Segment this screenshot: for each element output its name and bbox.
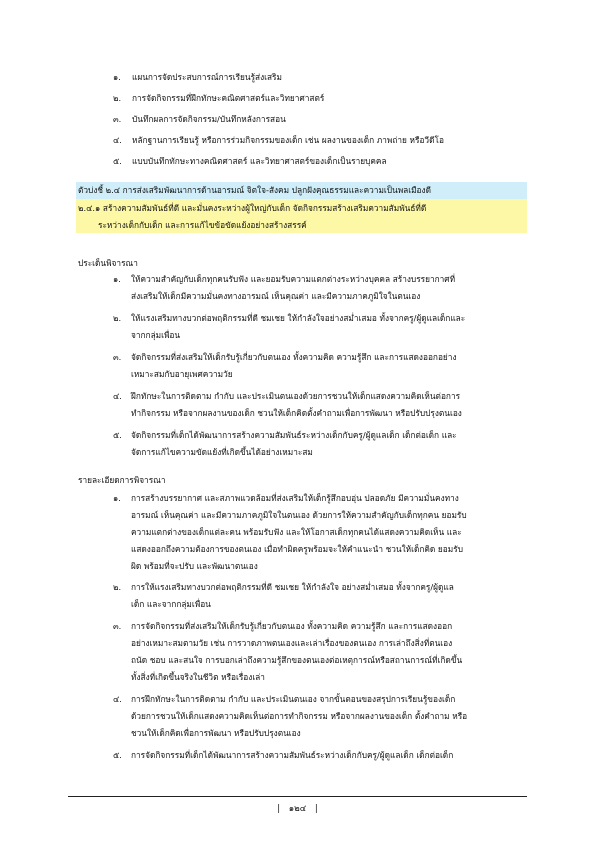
list-item — [0, 691, 595, 742]
evidence-list — [0, 69, 595, 169]
list-item — [0, 153, 595, 169]
list-item — [0, 490, 595, 575]
page-number: ๑๒๔ — [288, 804, 307, 814]
list-number: ๒. — [113, 313, 122, 323]
list-text-line: ด้วยการชวนให้เด็กแสดงความคิดเห็นต่อการทำกิจกรรม หรือจากผลงานของเด็ก ตั้งคำถาม หรือ — [131, 711, 468, 721]
list-text-line: ส่งเสริมให้เด็กมีความมั่นคงทางอารมณ์ เห็นคุณค่า และมีความภาคภูมิใจในตนเอง — [131, 291, 421, 301]
list-item — [0, 132, 595, 148]
list-number: ๒. — [113, 93, 122, 103]
list-text-line: จัดกิจกรรมที่เด็กได้พัฒนาการสร้างความสัมพันธ์ระหว่างเด็กกับครู/ผู้ดูแลเด็ก เด็กต่อเด็ก และ — [131, 430, 457, 440]
list-number: ๔. — [113, 694, 122, 704]
list-item — [0, 69, 595, 85]
issues-heading: ประเด็นพิจารณา — [78, 258, 138, 268]
list-text-line: การให้แรงเสริมทางบวกต่อพฤติกรรมที่ดี ชมเชย ให้กำลังใจ อย่างสม่ำเสมอ ทั้งจากครู/ผู้ดูแล — [131, 582, 454, 592]
issues-list — [0, 271, 595, 461]
list-number: ๔. — [113, 135, 122, 145]
list-item — [0, 111, 595, 127]
list-text-line: จัดการแก้ไขความขัดแย้งที่เกิดขึ้นได้อย่างเหมาะสม — [131, 447, 313, 457]
list-text-line: ความแตกต่างของเด็กแต่ละคน พร้อมรับฟัง และให้โอกาสเด็กทุกคนได้แสดงความคิดเห็น และ — [131, 527, 462, 537]
list-item — [0, 427, 595, 461]
list-item — [0, 349, 595, 383]
list-text-line: อย่างเหมาะสมตามวัย เช่น การวาดภาพตนเองและเล่าเรื่องของตนเอง การเล่าถึงสิ่งที่ตนเอง — [131, 638, 453, 648]
list-text-line: ผิด พร้อมที่จะปรับ และพัฒนาตนเอง — [131, 561, 258, 571]
sub-indicator-line-2: ระหว่างเด็กกับเด็ก และการแก้ไขข้อขัดแย้งอย่างสร้างสรรค์ — [98, 220, 307, 230]
list-text-line: ให้ความสำคัญกับเด็กทุกคนรับฟัง และยอมรับความแตกต่างระหว่างบุคคล สร้างบรรยากาศที่ — [131, 274, 456, 284]
details-list — [0, 490, 595, 764]
list-item — [0, 747, 595, 764]
details-heading: รายละเอียดการพิจารณา — [78, 475, 166, 485]
list-text-line: ถนัด ชอบ และสนใจ การบอกเล่าถึงความรู้สึกของตนเองต่อเหตุการณ์หรือสถานการณ์ที่เกิดขึ้น — [131, 655, 463, 665]
list-text-line: เด็ก และจากกลุ่มเพื่อน — [131, 599, 211, 609]
list-text-line: ให้แรงเสริมทางบวกต่อพฤติกรรมที่ดี ชมเชย ให้กำลังใจอย่างสม่ำเสมอ ทั้งจากครู/ผู้ดูแลเด็กและ — [131, 313, 466, 323]
sub-indicator-line-1: ๒.๔.๑ สร้างความสัมพันธ์ที่ดี และมั่นคงระหว่างผู้ใหญ่กับเด็ก จัดกิจกรรมสร้างเสริมความสัมพันธ์ที่ดี — [78, 203, 427, 213]
list-number: ๒. — [113, 582, 122, 592]
list-text-line: จากกลุ่มเพื่อน — [131, 330, 181, 340]
list-number: ๔. — [113, 391, 122, 401]
list-number: ๕. — [113, 750, 122, 760]
list-text-line: เหมาะสมกับอายุเพศความวัย — [131, 369, 233, 379]
page-number-bracket-left: | — [277, 804, 281, 814]
list-text-line: จัดกิจกรรมที่ส่งเสริมให้เด็กรับรู้เกี่ยวกับตนเอง ทั้งความคิด ความรู้สึก และการแสดงออกอย่าง — [131, 352, 457, 362]
list-text-line: แสดงออกถึงความต้องการของตนเอง เมื่อทำผิดครูพร้อมจะให้คำแนะนำ ชวนให้เด็กคิด ยอมรับ — [131, 544, 463, 554]
list-text-line: ฝึกทักษะในการติดตาม กำกับ และประเมินตนเองด้วยการชวนให้เด็กแสดงความคิดเห็นต่อการ — [131, 391, 461, 401]
list-number: ๓. — [113, 621, 122, 631]
list-text-line: การจัดกิจกรรมที่เด็กได้พัฒนาการสร้างความสัมพันธ์ระหว่างเด็กกับครู/ผู้ดูแลเด็ก เด็กต่อเด็ก — [131, 750, 454, 760]
list-number: ๓. — [113, 352, 122, 362]
page-footer — [0, 802, 595, 816]
list-item — [0, 579, 595, 613]
list-text: การจัดกิจกรรมที่ฝึกทักษะคณิตศาสตร์และวิทยาศาสตร์ — [132, 93, 325, 103]
list-text-line: อารมณ์ เห็นคุณค่า และมีความภาคภูมิใจในตนเอง ด้วยการให้ความสำคัญกับเด็กทุกคน ยอมรับ — [131, 510, 467, 520]
list-text: แบบบันทึกทักษะทางคณิตศาสตร์ และวิทยาศาสตร์ของเด็กเป็นรายบุคคล — [132, 156, 387, 166]
footer-divider — [68, 796, 527, 797]
list-text-line: ทำกิจกรรม หรือจากผลงานของเด็ก ชวนให้เด็กคิดตั้งคำถามเพื่อการพัฒนา หรือปรับปรุงตนเอง — [131, 408, 462, 418]
list-text-line: การสร้างบรรยากาศ และสภาพแวดล้อมที่ส่งเสริมให้เด็กรู้สึกอบอุ่น ปลอดภัย มีความมั่นคงทาง — [131, 493, 459, 503]
list-number: ๑. — [113, 274, 121, 284]
list-number: ๕. — [113, 156, 122, 166]
list-text: หลักฐานการเรียนรู้ หรือการร่วมกิจกรรมของเด็ก เช่น ผลงานของเด็ก ภาพถ่าย หรือวีดีโอ — [132, 135, 444, 145]
list-number: ๕. — [113, 430, 122, 440]
page-number-bracket-right: | — [314, 804, 318, 814]
list-text-line: การฝึกทักษะในการติดตาม กำกับ และประเมินตนเอง จากขั้นตอนของสรุปการเรียนรู้ของเด็ก — [131, 694, 456, 704]
list-number: ๑. — [113, 493, 121, 503]
list-text: แผนการจัดประสบการณ์การเรียนรู้ส่งเสริม — [132, 72, 282, 82]
list-item — [0, 388, 595, 422]
indicator-title: ตัวบ่งชี้ ๒.๔ การส่งเสริมพัฒนาการด้านอารมณ์ จิตใจ-สังคม ปลูกฝังคุณธรรมและความเป็นพลเมืองดี — [78, 185, 431, 195]
list-number: ๑. — [113, 72, 121, 82]
list-item — [0, 310, 595, 344]
list-item — [0, 271, 595, 305]
list-item — [0, 90, 595, 106]
list-number: ๓. — [113, 114, 122, 124]
list-text-line: ทั้งสิ่งที่เกิดขึ้นจริงในชีวิต หรือเรื่องเล่า — [131, 672, 265, 682]
list-text-line: การจัดกิจกรรมที่ส่งเสริมให้เด็กรับรู้เกี่ยวกับตนเอง ทั้งความคิด ความรู้สึก และการแสดงออก — [131, 621, 453, 631]
list-text: บันทึกผลการจัดกิจกรรม/บันทึกหลังการสอน — [132, 114, 286, 124]
list-text-line: ชวนให้เด็กคิดเพื่อการพัฒนา หรือปรับปรุงตนเอง — [131, 728, 301, 738]
list-item — [0, 618, 595, 686]
